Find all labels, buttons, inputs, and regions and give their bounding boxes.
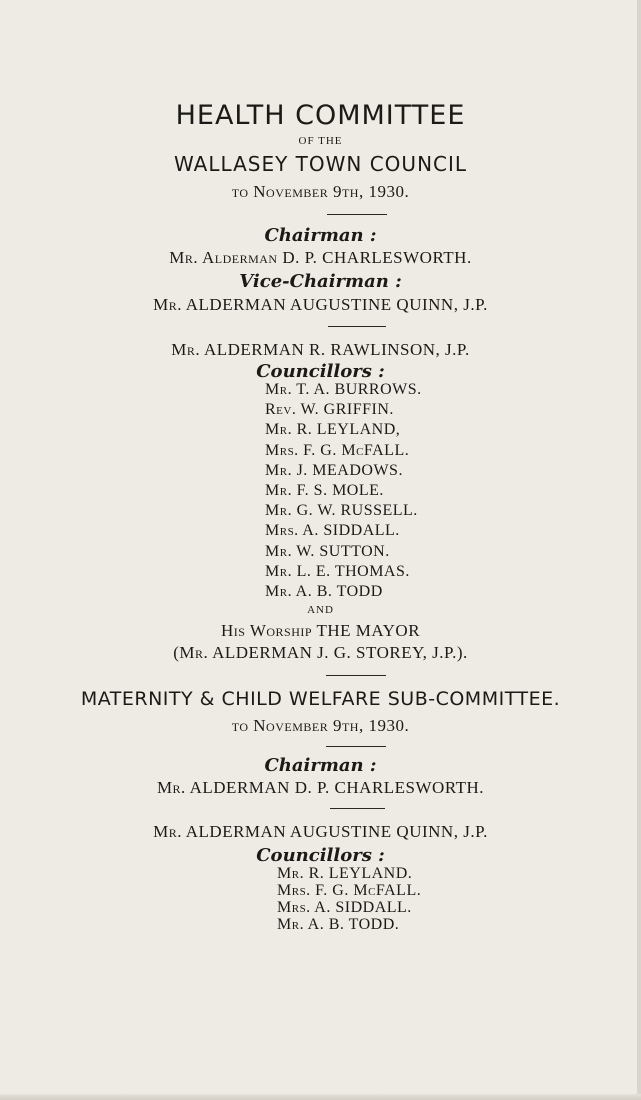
sub-councillor-entry: Mr. A. B. TODD. [277,916,400,933]
councillor-entry: Mr. W. SUTTON. [265,542,390,560]
councillors-heading: Councillors : [256,361,385,382]
divider-5 [330,808,385,809]
councillor-entry: Mr. T. A. BURROWS. [265,381,422,398]
committee-title: HEALTH COMMITTEE [175,100,466,131]
councillor-entry: Mr. L. E. THOMAS. [265,562,410,580]
of-the-text: OF THE [298,135,343,147]
chairman-heading: Chairman : [264,225,377,246]
sub-chairman-heading: Chairman : [264,755,377,776]
divider-2 [328,326,386,327]
councillor-entry: Mr. A. B. TODD [265,582,383,600]
divider-3 [326,675,386,676]
subcommittee-term: to November 9th, 1930. [231,716,410,735]
page-edge-bottom [0,1094,641,1100]
divider-1 [327,214,387,215]
sub-councillors-list [277,865,421,933]
mayor-title: His Worship THE MAYOR [220,621,421,640]
subcommittee-title: MATERNITY & CHILD WELFARE SUB-COMMITTEE. [80,688,561,710]
and-text: AND [307,604,334,616]
councillors-list [265,380,422,602]
sub-alderman-name: Mr. ALDERMAN AUGUSTINE QUINN, J.P. [153,822,488,841]
vice-chairman-name: Mr. ALDERMAN AUGUSTINE QUINN, J.P. [153,295,488,314]
councillor-entry: Mr. G. W. RUSSELL. [265,502,418,520]
councillor-entry: Rev. W. GRIFFIN. [265,401,394,419]
council-name: WALLASEY TOWN COUNCIL [173,152,468,176]
sub-councillor-entry: Mrs. A. SIDDALL. [277,899,412,916]
page-edge-right [637,0,641,1100]
councillor-entry: Mr. R. LEYLAND, [265,421,401,439]
sub-councillors-heading: Councillors : [256,845,385,866]
councillor-entry: Mr. J. MEADOWS. [265,461,403,479]
sub-chairman-name: Mr. ALDERMAN D. P. CHARLESWORTH. [156,778,485,797]
chairman-name: Mr. Alderman D. P. CHARLESWORTH. [169,248,472,267]
divider-4 [326,746,386,747]
alderman-name: Mr. ALDERMAN R. RAWLINSON, J.P. [171,340,470,359]
vice-chairman-heading: Vice-Chairman : [239,271,402,292]
councillor-entry: Mrs. A. SIDDALL. [265,522,400,540]
committee-term: to November 9th, 1930. [231,182,410,201]
mayor-name: (Mr. ALDERMAN J. G. STOREY, J.P.). [173,643,468,662]
councillor-entry: Mr. F. S. MOLE. [265,481,384,499]
councillor-entry: Mrs. F. G. McFALL. [265,441,410,459]
sub-councillor-entry: Mr. R. LEYLAND. [277,865,413,882]
sub-councillor-entry: Mrs. F. G. McFALL. [277,882,422,899]
